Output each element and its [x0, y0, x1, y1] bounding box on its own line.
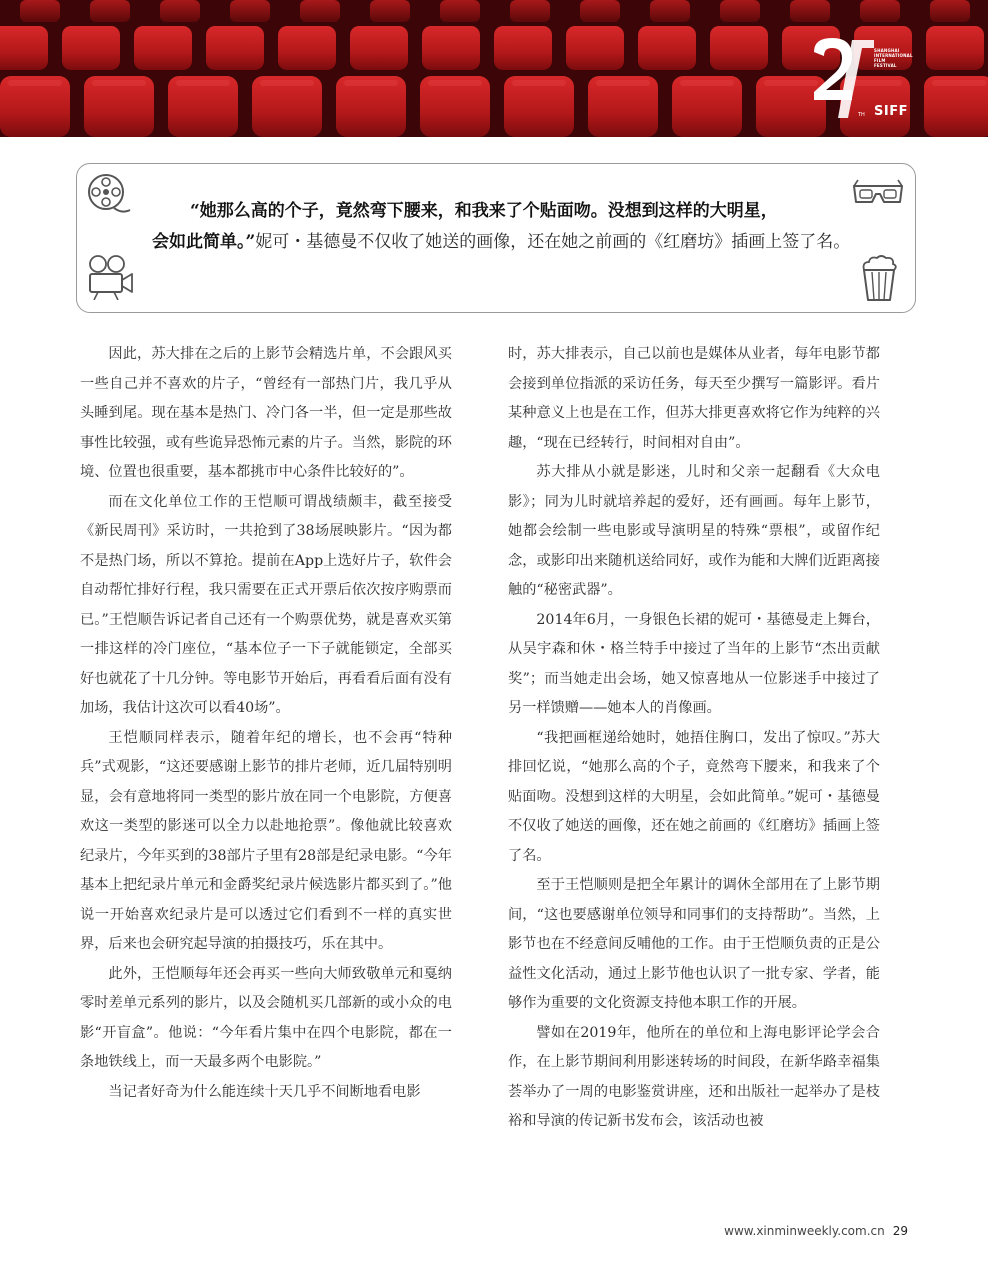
page-footer [724, 1224, 908, 1238]
page-number: 29 [892, 1224, 908, 1238]
quote-bold-line1: “她那么高的个子，竟然弯下腰来，和我来了个贴面吻。没想到这样的大明星， [190, 201, 778, 221]
paragraph: 当记者好奇为什么能连续十天几乎不间断地看电影 [108, 1083, 421, 1100]
siff-brand-text: SIFF [874, 104, 908, 119]
paragraph: 2014年6月，一身银色长裙的妮可・基德曼走上舞台，从吴宇森和休・格兰特手中接过了当年的上影节“杰出贡献奖”；而当她走出会场，她又惊喜地从一位影迷手中接过了另一样馈赠——她本人的肖像画。 [508, 611, 880, 716]
3d-glasses-icon [852, 178, 904, 208]
theater-seats-image [0, 0, 988, 137]
quote-bold-line2: 会如此简单。” [152, 232, 256, 252]
paragraph: 因此，苏大排在之后的上影节会精选片单，不会跟风买一些自己并不喜欢的片子，“曾经有一部热门片，我几乎从头睡到尾。现在基本是热门、冷门各一半，但一定是那些故事性比较强，或有些诡异恐怖元素的片子。当然，影院的环境、位置也很重要，基本都挑市中心条件比较好的”。 [80, 346, 452, 480]
festival-name-text: SHANGHAI INTERNATIONAL FILM FESTIVAL [874, 48, 913, 68]
quote-normal: 妮可・基德曼不仅收了她送的画像，还在她之前画的《红磨坊》插画上签了名。 [255, 232, 851, 252]
left-column [80, 340, 452, 1107]
film-reel-icon [84, 170, 132, 218]
paragraph: 苏大排从小就是影迷，儿时和父亲一起翻看《大众电影》；同为儿时就培养起的爱好，还有画画。每年上影节，她都会绘制一些电影或导演明星的特殊“票根”，或留作纪念，或影印出来随机送给同好，或作为能和大牌们近距离接触的“秘密武器”。 [508, 464, 880, 598]
movie-camera-icon [84, 254, 136, 300]
paragraph: 至于王恺顺则是把全年累计的调休全部用在了上影节期间，“这也要感谢单位领导和同事们的支持帮助”。当然，上影节也在不经意间反哺他的工作。由于王恺顺负责的正是公益性文化活动，通过上影节他也认识了一批专家、学者，能够作为重要的文化资源支持他本职工作的开展。 [508, 877, 880, 1011]
paragraph: “我把画框递给她时，她捂住胸口，发出了惊叹。”苏大排回忆说，“她那么高的个子，竟然弯下腰来，和我来了个贴面吻。没想到这样的大明星，会如此简单。”妮可・基德曼不仅收了她送的画像，还在她之前画的《红磨坊》插画上签了名。 [508, 729, 880, 864]
paragraph: 时，苏大排表示，自己以前也是媒体从业者，每年电影节都会接到单位指派的采访任务，每天至少撰写一篇影评。看片某种意义上也是在工作，但苏大排更喜欢将它作为纯粹的兴趣，“现在已经转行，时间相对自由”。 [508, 346, 880, 451]
popcorn-icon [858, 254, 900, 302]
paragraph: 此外，王恺顺每年还会再买一些向大师致敬单元和戛纳零时差单元系列的影片，以及会随机买几部新的或小众的电影“开盲盒”。他说：“今年看片集中在四个电影院，都在一条地铁线上，而一天最多两个电影院。” [80, 965, 452, 1070]
right-column [508, 340, 880, 1137]
paragraph: 譬如在2019年，他所在的单位和上海电影评论学会合作，在上影节期间利用影迷转场的时间段，在新华路幸福集荟举办了一周的电影鉴赏讲座，还和出版社一起举办了是枝裕和导演的传记新书发布会，该活动也被 [508, 1024, 880, 1129]
paragraph: 而在文化单位工作的王恺顺可谓战绩颇丰，截至接受《新民周刊》采访时，一共抢到了38场展映影片。“因为都不是热门场，所以不算抢。提前在App上选好片子，软件会自动帮忙排好行程，我只需要在正式开票后依次按序购票而已。”王恺顺告诉记者自己还有一个购票优势，就是喜欢买第一排这样的冷门座位，“基本位子一下子就能锁定，全部买好也就花了十几分钟。等电影节开始后，再看看后面有没有加场，我估计这次可以看40场”。 [80, 493, 452, 716]
paragraph: 王恺顺同样表示，随着年纪的增长，也不会再“特种兵”式观影，“这还要感谢上影节的排片老师，近几届特别明显，会有意地将同一类型的影片放在同一个电影院，方便喜欢这一类型的影迷可以全力以赴地抢票”。像他就比较喜欢纪录片，今年买到的38部片子里有28部是纪录电影。“今年基本上把纪录片单元和金爵奖纪录片候选影片都买到了。”他说一开始喜欢纪录片是可以透过它们看到不一样的真实世界，后来也会研究起导演的拍摄技巧，乐在其中。 [80, 729, 452, 952]
header-photo [0, 0, 988, 137]
footer-url: www.xinminweekly.com.cn [724, 1224, 885, 1238]
logo-th-text: TH [858, 112, 865, 118]
pull-quote-text [152, 196, 852, 258]
